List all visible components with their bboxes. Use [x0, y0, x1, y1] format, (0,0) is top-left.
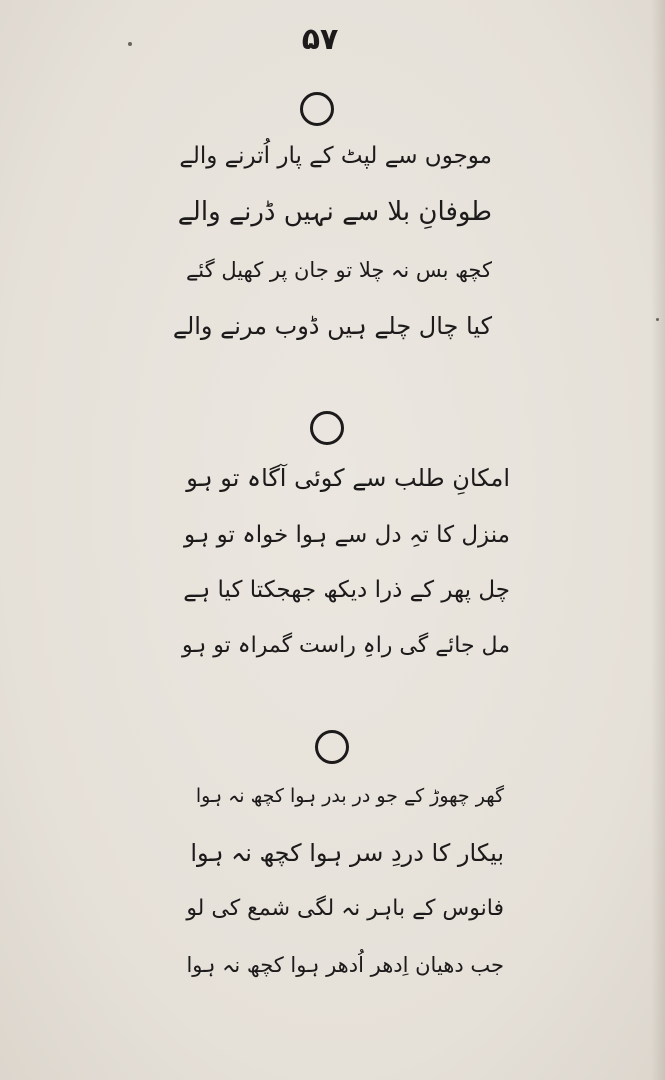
verse-line: کچھ بس نہ چلا تو جان پر کھیل گئے: [186, 258, 492, 282]
page-edge-shadow: [651, 0, 665, 1080]
paper-speck: [656, 318, 659, 321]
page-number: ۵۷: [301, 22, 339, 57]
verse-line: موجوں سے لپٹ کے پار اُترنے والے: [179, 143, 492, 169]
stanza-ornament-circle: [310, 411, 344, 445]
stanza-ornament-circle: [300, 92, 334, 126]
verse-line: کیا چال چلے ہیں ڈوب مرنے والے: [172, 312, 492, 340]
verse-line: مل جائے گی راہِ راست گمراہ تو ہو: [181, 633, 510, 658]
verse-line: فانوس کے باہر نہ لگی شمع کی لو: [186, 896, 504, 921]
verse-line: چل پھر کے ذرا دیکھ جھجکتا کیا ہے: [183, 577, 510, 603]
verse-line: جب دھیان اِدھر اُدھر ہوا کچھ نہ ہوا: [186, 953, 504, 977]
verse-line: منزل کا تہِ دل سے ہوا خواہ تو ہو: [183, 522, 510, 548]
verse-line: امکانِ طلب سے کوئی آگاہ تو ہو: [186, 464, 510, 492]
verse-line: طوفانِ بلا سے نہیں ڈرنے والے: [177, 197, 492, 227]
verse-line: گھر چھوڑ کے جو در بدر ہوا کچھ نہ ہوا: [195, 785, 504, 807]
verse-line: بیکار کا دردِ سر ہوا کچھ نہ ہوا: [190, 839, 504, 867]
stanza-ornament-circle: [315, 730, 349, 764]
